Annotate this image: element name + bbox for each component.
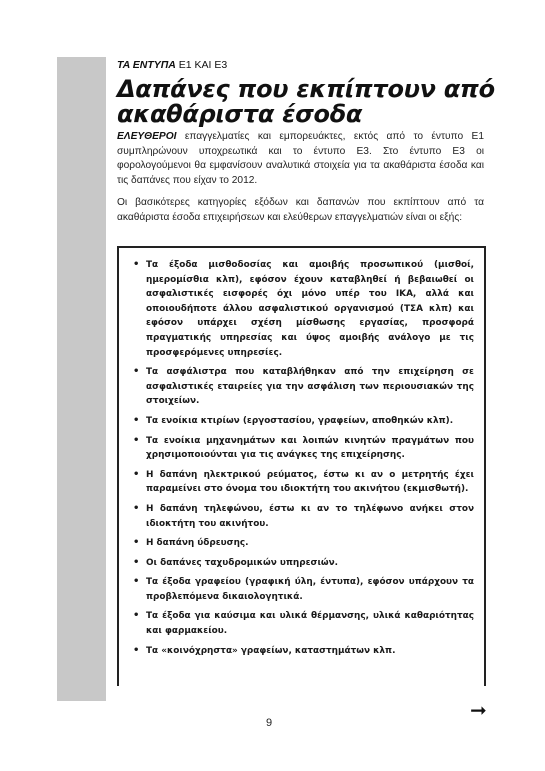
list-item (133, 434, 474, 463)
list-item-text: Τα έξοδα μισθοδοσίας και αμοιβής προσωπικού (μισθοί, ημερομίσθια κλπ), εφόσον έχουν καταβληθεί ή βεβαιωθεί οι ασφαλιστικές εισφορές όχι μόνο υπέρ του ΙΚΑ, αλλά και οποιουδήποτε άλλου ασφαλιστικού οργανισμού (ΤΣΑ κλπ) και εφόσον υπάρχει σχέση μίσθωσης εργασίας, προσφορά πραγματικής υπηρεσίας και ύψος αμοιβής ανάλογο με τις προσφερόμενες υπηρεσίες. (146, 260, 474, 358)
list-item (133, 536, 474, 551)
bullet-icon: • (133, 576, 140, 588)
list-item-text: Τα ασφάλιστρα που καταβλήθηκαν από την επιχείρηση σε ασφαλιστικές εταιρείες για την ασφάλιση των περιουσιακών της στοιχείων. (146, 367, 474, 407)
bullet-icon: • (133, 366, 140, 378)
intro-paragraph (117, 130, 484, 188)
bullet-icon: • (133, 434, 140, 446)
list-item-text: Η δαπάνη ύδρευσης. (146, 538, 249, 549)
expenses-list (119, 248, 484, 658)
bullet-icon: • (133, 610, 140, 622)
list-item (133, 258, 474, 360)
bullet-icon: • (133, 644, 140, 656)
list-item (133, 609, 474, 638)
bullet-icon: • (133, 414, 140, 426)
intro-lead-word: ΕΛΕΥΘΕΡΟΙ (117, 131, 177, 142)
intro-text: επαγγελματίες και εμπορευάκτες, εκτός από το έντυπο Ε1 συμπληρώνουν υποχρεωτικά και το έντυπο Ε3. Στο έντυπο Ε3 οι φορολογούμενοι θα εμφανίσουν αναλυτικά στοιχεία για τα ακαθάριστα έσοδα και τις δαπάνες που είχαν το 2012. (117, 131, 484, 186)
expenses-box (117, 246, 486, 686)
list-item (133, 414, 474, 429)
list-item-text: Τα ενοίκια κτιρίων (εργοστασίου, γραφείων, αποθηκών κλπ). (146, 415, 454, 426)
bullet-icon: • (133, 537, 140, 549)
section-header-bold: ΤΑ ΕΝΤΥΠΑ (117, 59, 176, 71)
bullet-icon: • (133, 259, 140, 270)
list-item (133, 365, 474, 409)
bullet-icon: • (133, 556, 140, 568)
page-number: 9 (266, 717, 273, 729)
side-margin-band (57, 57, 106, 701)
list-item-text: Τα έξοδα γραφείου (γραφική ύλη, έντυπα), εφόσον υπάρχουν τα προβλεπόμενα δικαιολογητικά. (146, 577, 474, 602)
list-item-text: Τα «κοινόχρηστα» γραφείων, καταστημάτων κλπ. (146, 645, 396, 656)
list-item (133, 556, 474, 571)
list-item (133, 502, 474, 531)
list-item-text: Οι δαπάνες ταχυδρομικών υπηρεσιών. (146, 557, 339, 568)
section-header-rest: Ε1 ΚΑΙ Ε3 (175, 59, 228, 71)
list-item-text: Τα ενοίκια μηχανημάτων και λοιπών κινητών πραγμάτων που χρησιμοποιούνται για τις ανάγκες της επιχείρησης. (146, 435, 474, 461)
arrow-right-icon[interactable]: ➞ (470, 700, 487, 722)
bullet-icon: • (133, 502, 140, 514)
page-title: Δαπάνες που εκπίπτουν από ακαθάριστα έσοδα (117, 75, 495, 128)
list-item (133, 468, 474, 497)
section-header (117, 59, 487, 71)
list-item-text: Η δαπάνη ηλεκτρικού ρεύματος, έστω κι αν ο μετρητής έχει παραμείνει στο όνομα του ιδιοκτήτη του ακινήτου (εκμισθωτή). (146, 469, 474, 495)
list-item (133, 575, 474, 604)
list-item-text: Τα έξοδα για καύσιμα και υλικά θέρμανσης, υλικά καθαριότητας και φαρμακείου. (146, 611, 474, 637)
categories-paragraph: Οι βασικότερες κατηγορίες εξόδων και δαπανών που εκπίπτουν από τα ακαθάριστα έσοδα επιχειρήσεων και ελεύθερων επαγγελματιών είναι οι εξής: (117, 197, 484, 223)
list-item-text: Η δαπάνη τηλεφώνου, έστω κι αν το τηλέφωνο ανήκει στον ιδιοκτήτη του ακινήτου. (146, 503, 474, 529)
bullet-icon: • (133, 468, 140, 480)
list-item (133, 644, 474, 659)
